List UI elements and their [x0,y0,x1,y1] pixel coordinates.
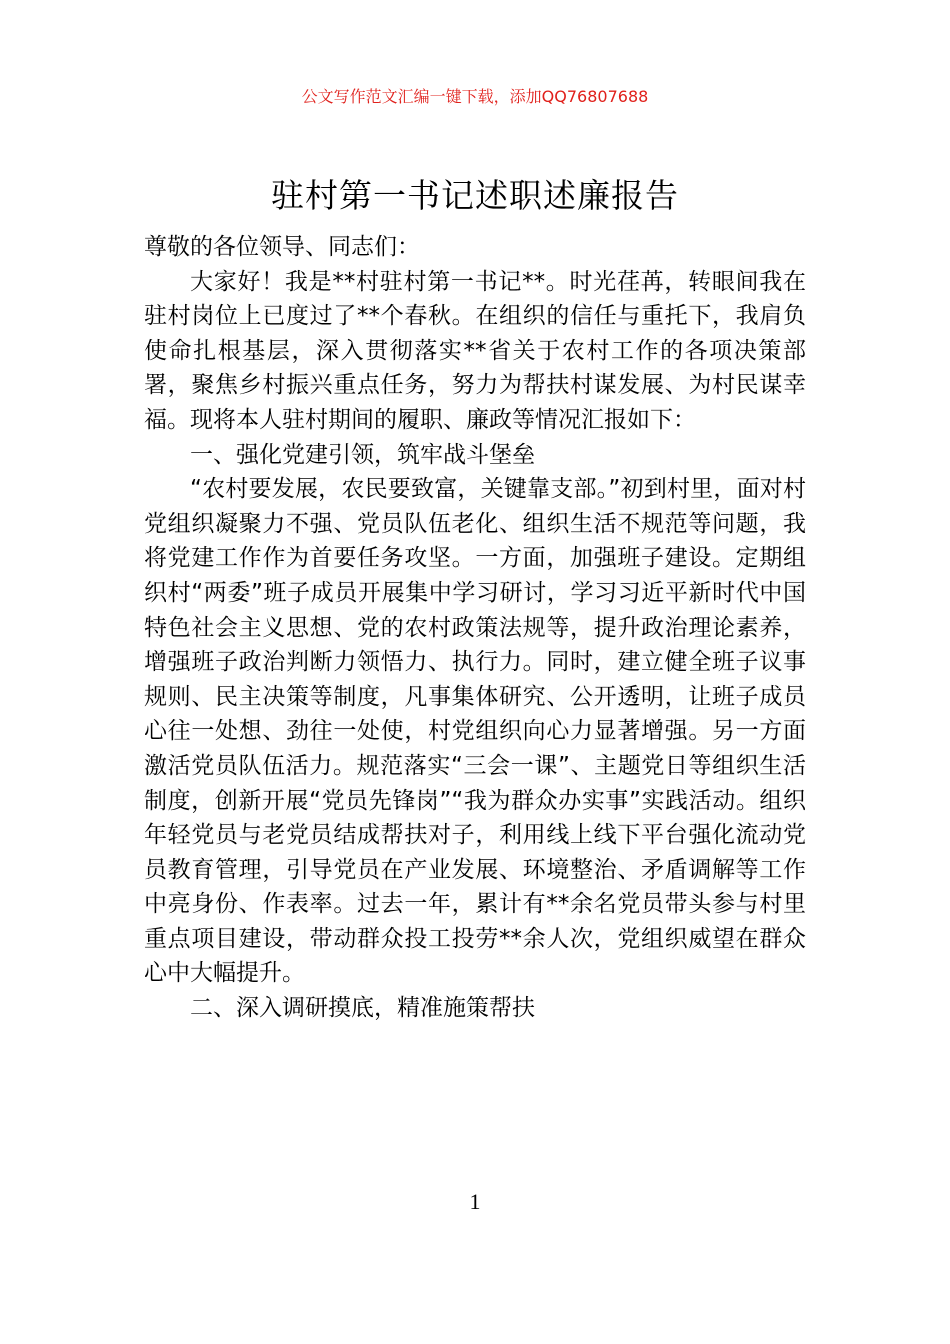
document-body [144,230,806,1026]
download-promo-note: 公文写作范文汇编一键下载，添加QQ76807688 [301,87,649,106]
page-number: 1 [469,1189,481,1214]
intro-paragraph: 大家好！我是**村驻村第一书记**。时光荏苒，转眼间我在驻村岗位上已度过了**个春秋。在组织的信任与重托下，我肩负使命扎根基层，深入贯彻落实**省关于农村工作的各项决策部署，聚焦乡村振兴重点任务，努力为帮扶村谋发展、为村民谋幸福。现将本人驻村期间的履职、廉政等情况汇报如下： [144,268,806,433]
section-2-heading: 二、深入调研摸底，精准施策帮扶 [190,995,535,1022]
salutation: 尊敬的各位领导、同志们： [144,234,420,260]
section-1-paragraph: “农村要发展，农民要致富，关键靠支部。”初到村里，面对村党组织凝聚力不强、党员队伍老化、组织生活不规范等问题，我将党建工作作为首要任务攻坚。一方面，加强班子建设。定期组织村“两委”班子成员开展集中学习研讨，学习习近平新时代中国特色社会主义思想、党的农村政策法规等，提升政治理论素养，增强班子政治判断力领悟力、执行力。同时，建立健全班子议事规则、民主决策等制度，凡事集体研究、公开透明，让班子成员心往一处想、劲往一处使，村党组织向心力显著增强。另一方面激活党员队伍活力。规范落实“三会一课”、主题党日等组织生活制度，创新开展“党员先锋岗”“我为群众办实事”实践活动。组织年轻党员与老党员结成帮扶对子，利用线上线下平台强化流动党员教育管理，引导党员在产业发展、环境整治、矛盾调解等工作中亮身份、作表率。过去一年，累计有**余名党员带头参与村里重点项目建设，带动群众投工投劳**余人次，党组织威望在群众心中大幅提升。 [144,476,806,987]
section-1-heading: 一、强化党建引领，筑牢战斗堡垒 [190,441,535,468]
document-title: 驻村第一书记述职述廉报告 [271,176,679,215]
